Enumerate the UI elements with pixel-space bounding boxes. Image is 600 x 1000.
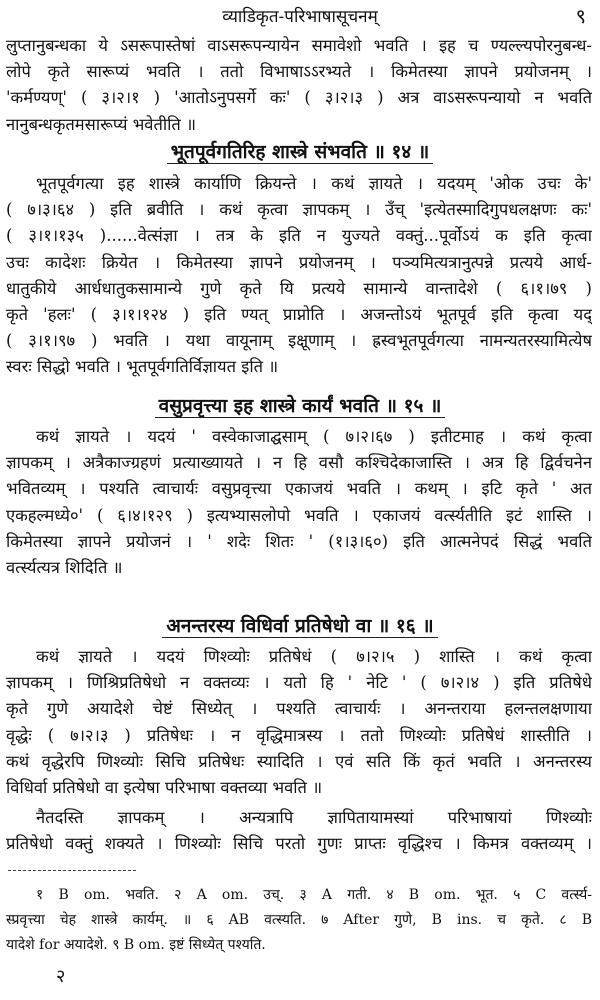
paribhasha-14-heading bbox=[0, 138, 600, 166]
text-line: कथं ज्ञायते । यदयं ' वस्वेकाजाद्घसाम् ( ७।२।६७ ) इतीटमाह । कथं कृत्वा bbox=[36, 427, 592, 446]
heading-text: भूतपूर्वगतिरिह शास्त्रे संभवति ॥ १४ ॥ bbox=[167, 141, 434, 164]
text-line: कृते 'हलः' ( ३।१।१२४ ) इति ण्यत् प्राप्नोति । अजन्तोऽयं भूतपूर्व इति कृत्वा यद् bbox=[6, 305, 592, 324]
running-header bbox=[0, 2, 600, 30]
text-line: विधिर्वा प्रतिषेधो वा इत्येषा परिभाषा वक्तव्या भवति ॥ bbox=[6, 778, 323, 797]
paribhasha-15-heading bbox=[0, 392, 600, 420]
text-line: ( ७।३।६४ ) इति ब्रवीति । कथं कृत्वा ज्ञापकम् । उँच् 'इत्येतस्मादिगुपधलक्षणः कः' bbox=[6, 200, 592, 220]
text-line: कथं वृद्धेरपि णिश्व्योः सिचि प्रतिषेधः स्यादिति । एवं सति किं कृतं भवति । अनन्तरस्य bbox=[6, 751, 592, 771]
text-line: कथं ज्ञायते । यदयं णिश्व्योः प्रतिषेधं ( ७।२।५ ) शास्ति । कथं कृत्वा bbox=[36, 647, 592, 666]
text-line: ज्ञापकम् । अत्रैकाज्ग्रहणं प्रत्याख्यायते । न हि वसौ कश्चिदेकाजास्ति । अत्र हि द्विर्वचनेन bbox=[6, 453, 592, 473]
text-line: उचः कादेशः क्रियेत । किमेतस्या ज्ञापने प्रयोजनम् । पञ्यमित्यत्रानुत्पन्ने प्रत्यये आर्ध- bbox=[6, 252, 592, 272]
text-line: कृते गुणे अयादेशे चेष्टं सिध्येत् । पश्यति त्वाचार्यः । अनन्तराया हलन्तलक्षणाया bbox=[6, 699, 592, 719]
text-line: वृद्धेः ( ७।२।३ ) प्रतिषेधः । न वृद्धिमात्रस्य । ततो णिश्व्योः प्रतिषेधं शास्तीति । bbox=[6, 725, 592, 745]
text-line: 'कर्मण्यण्' ( ३।२।१ ) 'आतोऽनुपसर्गे कः' ( ३।२।३ ) अत्र वाऽसरूपन्यायो न भवति bbox=[6, 88, 592, 108]
text-line: ( ३।१।९७ ) भवति । यथा वायूनाम् इक्षूणाम् । ह्रस्वभूतपूर्वगत्या नामन्यतरस्यामित्येष bbox=[6, 331, 592, 351]
text-line: प्रतिषेधो वक्तुं शक्यते । णिश्व्योः सिचि परतो गुणः प्राप्तः वृद्धिश्च । किमत्र वक्तव्यम् । bbox=[6, 834, 592, 854]
footnote-line: यादेशे for अयादेशे. ९ B om. इष्टं सिध्येत् पश्यति. bbox=[6, 937, 266, 953]
text-line: नैतदस्ति ज्ञापकम् । अन्यत्रापि ज्ञापितायामस्यां परिभाषायां णिश्व्योः bbox=[36, 808, 592, 827]
heading-text: वसुप्रवृत्त्या इह शास्त्रे कार्यं भवति ॥ १५ ॥ bbox=[155, 395, 446, 418]
text-line: भवितव्यम् । पश्यति त्वाचार्यः वसुप्रवृत्त्या एकाजयं भवति । कथम् । इटि कृते ' अत bbox=[6, 479, 592, 499]
signature-mark: २ bbox=[56, 966, 66, 987]
text-line: स्वरः सिद्धो भवति । भूतपूर्वगतिर्विज्ञायत इति ॥ bbox=[6, 357, 279, 377]
text-line: धातुकीये आर्धधातुकसामान्ये गुणे कृते यि प्रत्यये सामान्ये वान्तादेशे ( ६।१।७९ ) bbox=[6, 278, 592, 298]
text-line: लुप्तानुबन्धका ये ऽसरूपास्तेषां वाऽसरूपन्यायेन समावेशो भवति । इह च ण्यल्ल्यपोरनुबन्ध- bbox=[6, 36, 592, 55]
running-title: व्याडिकृत-परिभाषासूचनम् bbox=[222, 7, 378, 27]
text-line: किमेतस्या ज्ञापने प्रयोजनं । ' शदेः शितः ' (१।३।६०) इति आत्मनेपदं सिद्धं भवति bbox=[6, 531, 592, 551]
text-line: लोपे कृते सारूप्यं भवति । ततो विभाषाऽऽरभ्यते । किमेतस्या ज्ञापने प्रयोजनम् । bbox=[6, 62, 592, 82]
text-line: ज्ञापकम् । णिश्रिप्रतिषेधो न वक्तव्यः । यतो हि ' नेटि ' ( ७।२।४ ) इति प्रतिषेधे bbox=[6, 673, 592, 693]
text-line: भूतपूर्वगत्या इह शास्त्रे कार्याणि क्रियन्ते । कथं ज्ञायते । यदयम् 'ओक उचः के' bbox=[36, 174, 592, 193]
footnote-divider bbox=[8, 870, 136, 871]
paribhasha-16-heading bbox=[0, 612, 600, 640]
text-line: एकहल्मध्ये०' ( ६।४।१२९ ) इत्यभ्यासलोपो भवति । एकाजयं वर्त्स्यतीति इटं शास्ति । bbox=[6, 505, 592, 525]
heading-text: अनन्तरस्य विधिर्वा प्रतिषेधो वा ॥ १६ ॥ bbox=[162, 615, 437, 638]
page-number: ९ bbox=[575, 4, 586, 28]
text-line: ( ३।१।१३५ )......वेत्संज्ञा । तत्र के इति न युज्यते वक्तुं...पूर्वोऽयं क इति कृत्वा bbox=[6, 226, 592, 246]
footnote-line: १ B om. भवति. २ A om. उच्. ३ A गती. ४ B om. भूत. ५ C वर्त्स्य- bbox=[36, 887, 592, 903]
text-line: वर्त्स्यत्यत्र शिदिति ॥ bbox=[6, 558, 123, 577]
footnote-line: स्प्रवृत्त्या चेह शास्त्रे कार्यम्. ॥ ६ AB वत्स्यति. ७ After गुणे, B ins. च कृते. ८ B bbox=[6, 912, 592, 928]
text-line: नानुबन्धकृतमसारूप्यं भवेतीति ॥ bbox=[6, 114, 196, 134]
